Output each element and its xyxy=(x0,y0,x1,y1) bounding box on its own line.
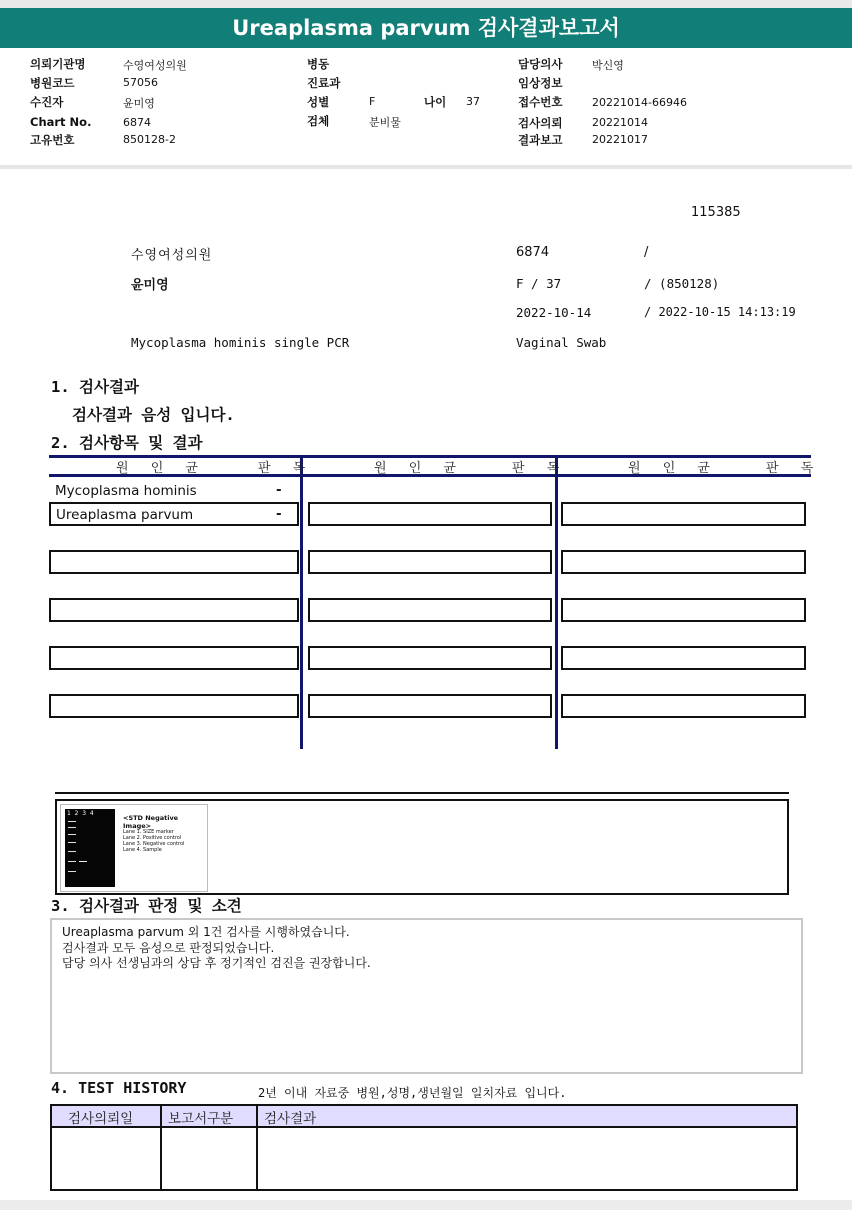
organism-name: Ureaplasma parvum xyxy=(56,507,194,523)
header-label: 성별 xyxy=(307,95,330,109)
header-label: 진료과 xyxy=(307,76,341,90)
result-cell-empty xyxy=(308,694,552,718)
result-cell-empty xyxy=(308,502,552,526)
result-cell-empty xyxy=(308,550,552,574)
gel-image xyxy=(60,804,208,892)
header-label: 검사의뢰 xyxy=(518,116,563,130)
gel-image-title: <STD Negative Image> xyxy=(123,814,179,830)
header-value: 6874 xyxy=(123,116,151,129)
marker-band xyxy=(68,861,76,862)
report-datetime: / 2022-10-15 14:13:19 xyxy=(644,305,796,319)
header-label: 병원코드 xyxy=(30,76,75,90)
request-date: 2022-10-14 xyxy=(516,305,592,320)
report-title: Ureaplasma parvum 검사결과보고서 xyxy=(232,16,620,40)
result-value: - xyxy=(276,482,282,498)
result-cell-empty xyxy=(308,598,552,622)
history-column-header: 검사결과 xyxy=(264,1111,317,1127)
column-header-organism: 원 인 균 xyxy=(628,461,719,476)
opinion-line: 담당 의사 선생님과의 상담 후 정기적인 검진을 권장합니다. xyxy=(62,956,371,970)
chart-number: 6874 xyxy=(516,245,550,260)
result-cell-empty xyxy=(49,694,299,718)
result-cell-empty xyxy=(561,502,806,526)
marker-band xyxy=(68,842,76,843)
result-cell-empty xyxy=(561,550,806,574)
header-value: 57056 xyxy=(123,76,158,89)
history-header-row xyxy=(52,1106,796,1128)
header-label: 검체 xyxy=(307,114,330,128)
gel-legend-item: Lane 3. Negative control xyxy=(123,841,185,847)
result-cell-empty xyxy=(561,646,806,670)
header-value: 20221017 xyxy=(592,133,648,146)
gel-legend-item: Lane 4. Sample xyxy=(123,847,162,853)
header-label: 고유번호 xyxy=(30,133,75,147)
id-number: 115385 xyxy=(691,205,741,220)
result-cell-empty xyxy=(49,598,299,622)
column-header-organism: 원 인 균 xyxy=(374,461,465,476)
birth-date: / (850128) xyxy=(644,276,720,291)
column-header-result: 판 독 xyxy=(512,461,569,476)
result-cell-empty xyxy=(49,646,299,670)
section1-title: 1. 검사결과 xyxy=(51,378,139,396)
column-header-result: 판 독 xyxy=(258,461,315,476)
result-value: - xyxy=(276,506,282,522)
top-strip xyxy=(0,0,852,8)
specimen: Vaginal Swab xyxy=(516,335,607,350)
footer-strip xyxy=(0,1200,852,1210)
opinion-box xyxy=(50,918,803,1074)
header-label: 병동 xyxy=(307,57,330,71)
gel-legend-item: Lane 1. SIZE marker xyxy=(123,829,174,835)
section3-title: 3. 검사결과 판정 및 소견 xyxy=(51,897,242,915)
header-value: 박신영 xyxy=(592,59,624,72)
header-value: 850128-2 xyxy=(123,133,176,146)
age-label: 나이 xyxy=(424,95,447,109)
history-column-header: 검사의뢰일 xyxy=(68,1111,134,1127)
positive-band xyxy=(79,861,87,862)
header-value: 20221014-66946 xyxy=(592,96,687,109)
header-value: 수영여성의원 xyxy=(123,59,187,72)
header-label: 담당의사 xyxy=(518,57,563,71)
report-title-banner xyxy=(0,8,852,48)
gel-legend-item: Lane 2. Positive control xyxy=(123,835,182,841)
age-value: 37 xyxy=(466,95,480,108)
header-label: Chart No. xyxy=(30,115,92,129)
slash: / xyxy=(644,245,649,260)
table-column-rule xyxy=(300,455,303,749)
history-column-rule xyxy=(160,1106,162,1189)
header-value: 20221014 xyxy=(592,116,648,129)
history-column-header: 보고서구분 xyxy=(168,1111,234,1127)
result-cell-empty xyxy=(49,550,299,574)
header-label: 수진자 xyxy=(30,95,64,109)
header-value: 윤미영 xyxy=(123,97,155,110)
test-name: Mycoplasma hominis single PCR xyxy=(131,335,350,350)
header-label: 결과보고 xyxy=(518,133,563,147)
header-value: 분비물 xyxy=(369,116,401,129)
gel-photo xyxy=(65,809,115,887)
column-header-organism: 원 인 균 xyxy=(116,461,207,476)
header-label: 임상정보 xyxy=(518,76,563,90)
table-column-rule xyxy=(555,455,558,749)
result-cell-empty xyxy=(308,646,552,670)
result-summary: 검사결과 음성 입니다. xyxy=(72,406,235,424)
opinion-line: Ureaplasma parvum 외 1건 검사를 시행하였습니다. xyxy=(62,925,350,939)
gel-legend xyxy=(123,829,184,853)
history-table xyxy=(50,1104,798,1191)
organism-name: Mycoplasma hominis xyxy=(55,483,197,499)
section4-title: 4. TEST HISTORY xyxy=(51,1079,187,1097)
section2-title: 2. 검사항목 및 결과 xyxy=(51,434,203,452)
history-note: 2년 이내 자료중 병원,성명,생년월일 일치자료 입니다. xyxy=(258,1086,567,1100)
opinion-line: 검사결과 모두 음성으로 판정되었습니다. xyxy=(62,940,275,955)
patient-name: 윤미영 xyxy=(131,278,169,293)
marker-band xyxy=(68,871,76,872)
result-cell xyxy=(49,502,299,526)
hospital-name: 수영여성의원 xyxy=(131,248,213,263)
marker-band xyxy=(68,821,76,822)
result-cell-empty xyxy=(561,694,806,718)
column-header-result: 판 독 xyxy=(766,461,823,476)
marker-band xyxy=(68,834,76,835)
marker-band xyxy=(68,827,76,828)
header-label: 의뢰기관명 xyxy=(30,57,86,71)
marker-band xyxy=(68,851,76,852)
sex-age: F / 37 xyxy=(516,276,562,291)
lane-numbers: 1 2 3 4 xyxy=(67,810,94,817)
image-top-rule xyxy=(55,792,789,794)
header-divider xyxy=(0,165,852,169)
header-label: 접수번호 xyxy=(518,95,563,109)
history-column-rule xyxy=(256,1106,258,1189)
gel-image-frame xyxy=(55,799,789,895)
result-cell-empty xyxy=(561,598,806,622)
header-value: F xyxy=(369,95,376,108)
